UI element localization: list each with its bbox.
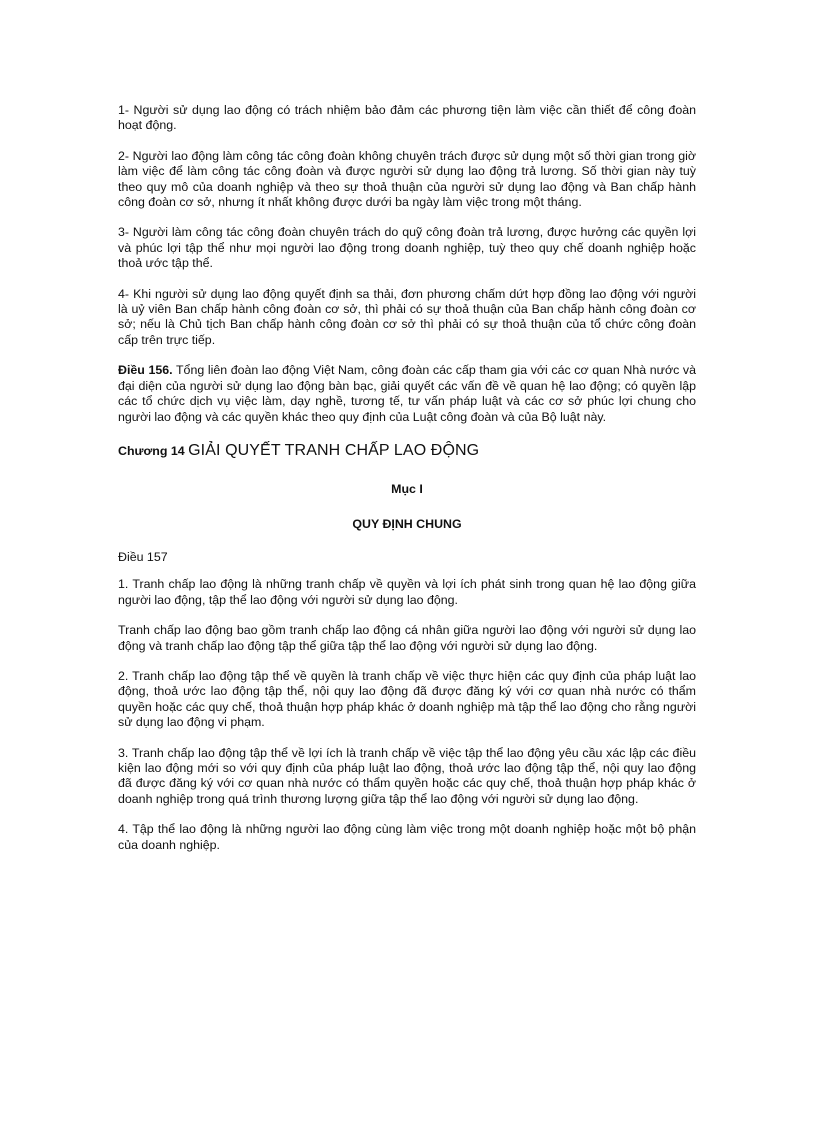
article-157-heading: Điều 157 xyxy=(118,549,168,564)
article-157-paragraph-4: 3. Tranh chấp lao động tập thể về lợi ích là tranh chấp về việc tập thể lao động yêu cầu xác lập các điều kiện lao động mới so với quy định của pháp luật lao động, thoả ước lao động tập thể, nội quy lao động đã được đăng ký với cơ quan nhà nước có thẩm quyền hoặc các quy chế, thoả thuận hợp pháp khác ở doanh nghiệp trong quá trình thương lượng giữa tập thể lao động với người sử dụng lao động. xyxy=(118,745,696,806)
chapter-number: Chương 14 xyxy=(118,443,185,458)
paragraph-2: 2- Người lao động làm công tác công đoàn không chuyên trách được sử dụng một số thời gian trong giờ làm việc để làm công tác công đoàn và được người sử dụng lao động trả lương. Số thời gian này tuỳ theo quy mô của doanh nghiệp và theo sự thoả thuận của người sử dụng lao động và Ban chấp hành công đoàn cơ sở, nhưng ít nhất không được dưới ba ngày làm việc trong một tháng. xyxy=(118,148,696,210)
article-156-label: Điều 156. xyxy=(118,363,173,378)
article-156-text: Tổng liên đoàn lao động Việt Nam, công đoàn các cấp tham gia với các cơ quan Nhà nước và đại diện của người sử dụng lao động bàn bạc, giải quyết các vấn đề về quan hệ lao động; có quyền lập các tổ chức dịch vụ việc làm, dạy nghề, tương tế, tư vấn pháp luật và các cơ sở phúc lợi chung cho người lao động và các quyền khác theo quy định của Luật công đoàn và của Bộ luật này. xyxy=(118,363,696,424)
section-title: QUY ĐỊNH CHUNG xyxy=(352,516,462,531)
article-157-paragraph-5: 4. Tập thể lao động là những người lao động cùng làm việc trong một doanh nghiệp hoặc một bộ phận của doanh nghiệp. xyxy=(118,822,696,852)
chapter-title: GIẢI QUYẾT TRANH CHẤP LAO ĐỘNG xyxy=(188,441,480,459)
article-157-paragraph-3: 2. Tranh chấp lao động tập thể về quyền là tranh chấp về việc thực hiện các quy định của pháp luật lao động, thoả ước lao động tập thể, nội quy lao động đã được đăng ký với cơ quan nhà nước có thẩm quyền hoặc các quy chế, thoả thuận hợp pháp khác ở doanh nghiệp mà tập thể lao động cho rằng người sử dụng lao động vi phạm. xyxy=(118,668,696,730)
chapter-heading xyxy=(118,440,696,462)
document-page xyxy=(118,103,696,868)
article-157-paragraph-2: Tranh chấp lao động bao gồm tranh chấp lao động cá nhân giữa người lao động với người sử dụng lao động và tranh chấp lao động tập thể giữa tập thể lao động với người sử dụng lao động. xyxy=(118,623,696,653)
section-label: Mục I xyxy=(391,481,423,496)
paragraph-3: 3- Người làm công tác công đoàn chuyên trách do quỹ công đoàn trả lương, được hưởng các quyền lợi và phúc lợi tập thể như mọi người lao động trong doanh nghiệp, tuỳ theo quy chế doanh nghiệp hoặc thoả ước tập thể. xyxy=(118,225,696,271)
article-157-paragraph-1: 1. Tranh chấp lao động là những tranh chấp về quyền và lợi ích phát sinh trong quan hệ lao động giữa người lao động, tập thể lao động với người sử dụng lao động. xyxy=(118,577,696,607)
article-156 xyxy=(118,363,696,425)
paragraph-4: 4- Khi người sử dụng lao động quyết định sa thải, đơn phương chấm dứt hợp đồng lao động với người là uỷ viên Ban chấp hành công đoàn cơ sở, thì phải có sự thoả thuận của Ban chấp hành công đoàn cơ sở; nếu là Chủ tịch Ban chấp hành công đoàn cơ sở thì phải có sự thoả thuận của tổ chức công đoàn cấp trên trực tiếp. xyxy=(118,286,696,347)
paragraph-1: 1- Người sử dụng lao động có trách nhiệm bảo đảm các phương tiện làm việc cần thiết để công đoàn hoạt động. xyxy=(118,103,696,133)
